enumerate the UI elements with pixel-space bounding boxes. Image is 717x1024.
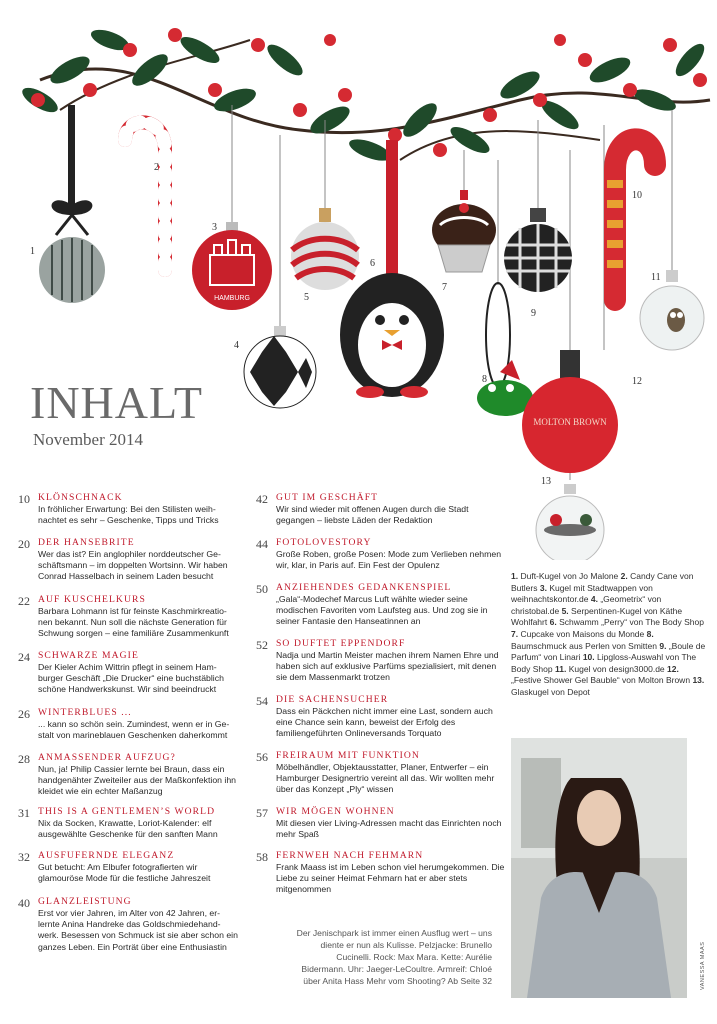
issue-date: November 2014 <box>33 430 144 449</box>
toc-heading: AUSFUFERNDE ELEGANZ <box>38 850 175 861</box>
caption-item: 7. Cupcake von Maisons du Monde <box>511 628 645 639</box>
photo-caption: Der Jenischpark ist immer einen Ausflug wert – uns diente er nun als Kulisse. Pelzjacke: Brunello Cucinelli. Rock: Max Mara. Kette: Aurélie Bidermann. Uhr: Jaeger-LeCoultre. Armreif: Chloé über Anita Hass Mehr vom Shooting? Ab Seite 32 <box>296 928 492 986</box>
toc-heading: SO DUFTET EPPENDORF <box>276 638 406 649</box>
toc-heading: DIE SACHENSUCHER <box>276 694 389 705</box>
ornament-12-molton-brown-bauble <box>522 350 618 473</box>
toc-heading: AUF KUSCHELKURS <box>38 594 146 605</box>
caption-item: 8. Baumschmuck aus Perlen von Smitten <box>511 628 657 651</box>
ornament-captions <box>511 571 711 699</box>
toc-heading: FREIRAUM MIT FUNKTION <box>276 750 420 761</box>
photo-credit: VANESSA MAAS <box>700 941 706 990</box>
ornament-8-frog <box>477 283 533 416</box>
toc-page: 54 <box>256 694 268 708</box>
ornament-number: 6 <box>370 258 375 269</box>
toc-teaser: Große Roben, große Posen: Mode zum Verlieben nehmen wir, klar, in Paris auf. Ein Fest der Opulenz <box>276 549 502 571</box>
toc-heading: SCHWARZE MAGIE <box>38 650 139 661</box>
toc-teaser: Dass ein Päckchen nicht immer eine Last, sondern auch eine Chance sein kann, beweist der Erfolg des familiengeführten Onlineversands Torquato <box>276 706 493 739</box>
ornament-number: 5 <box>304 292 309 303</box>
ornament-4-harlequin-ball <box>244 326 316 408</box>
toc-heading: FERNWEH NACH FEHMARN <box>276 850 424 861</box>
toc-page: 26 <box>18 707 30 721</box>
caption-item: 13. Glaskugel von Depot <box>511 675 705 697</box>
caption-item: 6. Schwamm „Perry“ von The Body Shop <box>549 617 704 628</box>
toc-teaser: Nadja und Martin Meister machen ihrem Namen Ehre und haben sich auf exklusive Parfüms spezialisiert, mit denen sie dem Massenmarkt trotzen <box>276 650 499 683</box>
toc-page: 28 <box>18 752 30 766</box>
toc-teaser: Barbara Lohmann ist für feinste Kaschmirkreationen bekannt. Nun soll die nächste Generation für Schwung sorgen – eine familiäre Zusammenkunft <box>38 606 229 639</box>
ornament-number: 9 <box>531 308 536 319</box>
ornament-5-swirl-ball <box>291 208 359 290</box>
caption-item: 9. „Boule de Parfum“ von Linari <box>511 640 706 663</box>
fashion-photo <box>511 738 687 998</box>
holly-berries <box>31 28 707 157</box>
ornament-13-glass-ball <box>536 484 604 560</box>
toc-teaser: In fröhlicher Erwartung: Bei den Stilisten weihnachtet es sehr – Geschenke, Tipps und Tricks <box>38 504 219 526</box>
toc-teaser: Der Kieler Achim Wittrin pflegt in seinem Hamburger Geschäft „Die Drucker“ eine buchstäblich schöne Handwerkskunst. Wir sind beeindruckt <box>38 662 224 695</box>
caption-item: 5. Serpentinen-Kugel von Käthe Wohlfahrt <box>511 605 683 628</box>
toc-teaser: ... kann so schön sein. Zumindest, wenn er in Gestalt von marineblauen Geschenken daherkommt <box>38 719 230 741</box>
toc-heading: DER HANSEBRITE <box>38 537 135 548</box>
toc-heading: KLÖNSCHNACK <box>38 492 123 503</box>
caption-item: 1. Duft-Kugel von Jo Malone <box>511 571 619 581</box>
caption-item: 11. Kugel von design3000.de <box>554 663 665 674</box>
toc-page: 10 <box>18 492 30 506</box>
toc-teaser: Frank Maass ist im Leben schon viel herumgekommen. Die Liebe zu seiner Heimat Fehmarn hat er aber stets mitgenommen <box>276 862 505 895</box>
toc-page: 52 <box>256 638 268 652</box>
toc-page: 40 <box>18 896 30 910</box>
toc-teaser: Nun, ja! Philip Cassier lernte bei Braun, dass ein handgenähter Zweiteiler aus der Maßkonfektion ihn kleidet wie ein echter Maßanzug <box>38 764 236 797</box>
ornament-9-checkered-ball <box>504 208 572 292</box>
toc-teaser: Mit diesen vier Living-Adressen macht das Einrichten noch mehr Spaß <box>276 818 502 840</box>
ornament-2-candy-cane <box>125 122 165 270</box>
ornament-number: 2 <box>154 162 159 173</box>
ornament-11-owl-ball <box>640 270 704 350</box>
toc-teaser: Möbelhändler, Objektausstatter, Planer, Entwerfer – ein Hamburger Designertrio vereint all das. Wir wollten mehr über das Konzept „Ply“ wissen <box>276 762 495 795</box>
toc-page: 56 <box>256 750 268 764</box>
ornament-number: 10 <box>632 190 642 201</box>
ornament-7-cupcake <box>432 190 496 272</box>
toc-teaser: Wer das ist? Ein anglophiler norddeutscher Geschäftsmann – im doppelten Wortsinn. Wir haben Conrad Hasselbach in seinem Laden besucht <box>38 549 228 582</box>
toc-teaser: Wir sind wieder mit offenen Augen durch die Stadt gegangen – liebste Läden der Redaktion <box>276 504 469 526</box>
caption-item: 2. Candy Cane von Butlers <box>511 571 694 593</box>
caption-item: 3. Kugel mit Stadtwappen von weihnachtskontor.de <box>511 582 653 605</box>
toc-page: 42 <box>256 492 268 506</box>
ornament-number: 4 <box>234 340 239 351</box>
page-title: INHALT <box>30 377 203 428</box>
toc-heading: ANMASSENDER AUFZUG? <box>38 752 176 763</box>
toc-heading: THIS IS A GENTLEMEN’S WORLD <box>38 806 216 817</box>
toc-page: 20 <box>18 537 30 551</box>
caption-item: 12. „Festive Shower Gel Bauble“ von Molton Brown <box>511 663 691 686</box>
ornament-10-lipgloss-cane <box>607 139 655 300</box>
toc-teaser: Nix da Socken, Krawatte, Loriot-Kalender: elf ausgewählte Geschenke für den sanften Mann <box>38 818 218 840</box>
toc-teaser: „Gala“-Modechef Marcus Luft wählte wieder seine modischen Favoriten vom Laufsteg aus. Und zog sie in seiner Fantasie den Hanseatinnen an <box>276 594 488 627</box>
ornament-number: 7 <box>442 282 447 293</box>
ornament-number: 1 <box>30 246 35 257</box>
toc-teaser: Erst vor vier Jahren, im Alter von 42 Jahren, erlernte Anina Handreke das Goldschmiedehandwerk. Besessen von Schmuck ist sie aber schon ein ganzes Leben. Ein Porträt über eine Enthusiastin <box>38 908 238 952</box>
toc-page: 31 <box>18 806 30 820</box>
caption-item: 10. Lipgloss-Auswahl von The Body Shop <box>511 652 697 674</box>
toc-teaser: Gut betucht: Am Elbufer fotografierten wir glamouröse Mode für die festliche Jahreszeit <box>38 862 211 884</box>
ornament-3-hamburg-ball <box>192 222 272 310</box>
molton-brown-label: MOLTON BROWN <box>533 417 607 427</box>
toc-page: 44 <box>256 537 268 551</box>
toc-page: 50 <box>256 582 268 596</box>
ornament-number: 13 <box>541 476 551 487</box>
ornament-number: 12 <box>632 376 642 387</box>
hamburg-label: HAMBURG <box>214 295 250 302</box>
ornament-1-ball <box>39 105 105 303</box>
toc-heading: GLANZLEISTUNG <box>38 896 132 907</box>
ornament-number: 3 <box>212 222 217 233</box>
toc-page: 24 <box>18 650 30 664</box>
ornament-number: 8 <box>482 374 487 385</box>
toc-heading: WIR MÖGEN WOHNEN <box>276 806 395 817</box>
toc-heading: FOTOLOVESTORY <box>276 537 372 548</box>
caption-item: 4. „Geometrix“ von christobal.de <box>511 594 662 616</box>
toc-heading: ANZIEHENDES GEDANKENSPIEL <box>276 582 452 593</box>
toc-page: 58 <box>256 850 268 864</box>
toc-heading: WINTERBLUES ... <box>38 707 132 718</box>
ornament-number: 11 <box>651 272 661 283</box>
toc-page: 57 <box>256 806 268 820</box>
toc-heading: GUT IM GESCHÄFT <box>276 492 379 503</box>
toc-page: 22 <box>18 594 30 608</box>
toc-page: 32 <box>18 850 30 864</box>
